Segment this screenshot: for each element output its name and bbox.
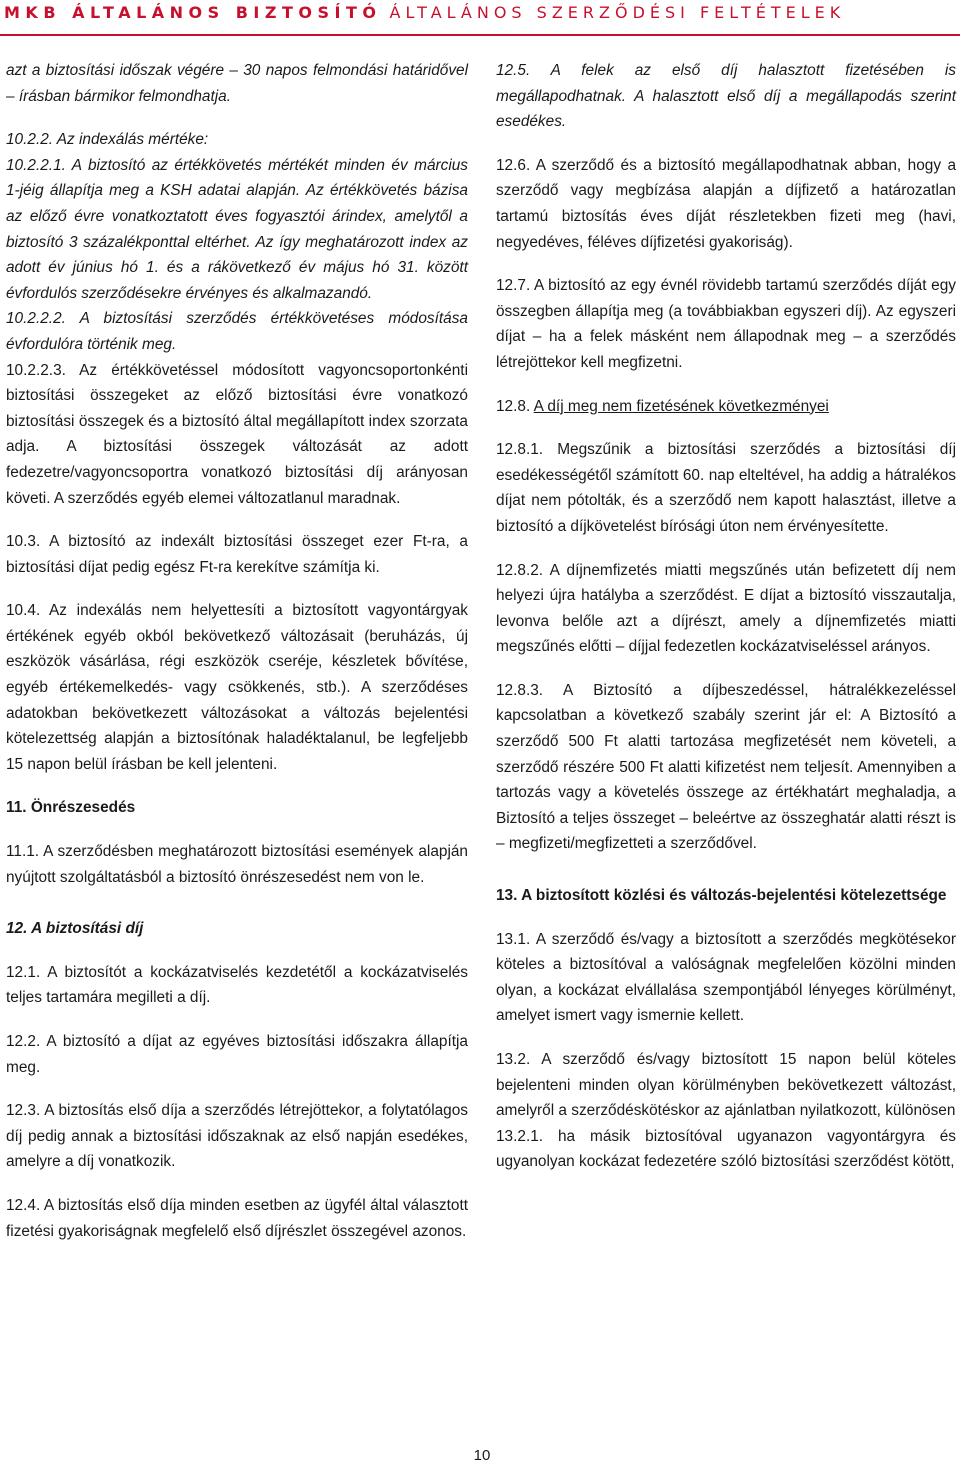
section-heading-12: 12. A biztosítási díj <box>6 920 144 938</box>
section-heading-13: 13. A biztosított közlési és változás-bejelentési kötelezettsége <box>496 887 947 905</box>
paragraph-12-4: 12.4. A biztosítás első díja minden esetben az ügyfél által választott fizetési gyakoriságnak megfelelő első díjrészlet összegével azonos. <box>6 1196 468 1240</box>
header-insurer-name: MKB ÁLTALÁNOS BIZTOSÍTÓ <box>4 3 382 22</box>
document-header <box>0 0 960 34</box>
paragraph-10-2-2-2: 10.2.2.2. A biztosítási szerződés értékkövetéses módosítása évfordulóra történik meg. <box>6 310 468 353</box>
paragraph-12-2: 12.2. A biztosító a díjat az egyéves biztosítási időszakra állapítja meg. <box>6 1033 468 1076</box>
paragraph-10-2-2: 10.2.2. Az indexálás mértéke: <box>6 131 209 149</box>
paragraph-12-8-3: 12.8.3. A Biztosító a díjbeszedéssel, hátralékkezeléssel kapcsolatban a következő szabály szerint jár el: A Biztosító a szerződő 500 Ft alatti tartozása megfizetését nem követeli, a szerződő részére 500 Ft alatti kifizetést nem teljesít. Amennyiben a tartozás vagy a követelés összege az értékhatárt meghaladja, a Biztosító a teljes összeget – beleértve az összeghatár alatti részt is – megfizeti/megfizetteti a szerződővel. <box>496 681 956 853</box>
header-document-title: ÁLTALÁNOS SZERZŐDÉSI FELTÉTELEK <box>389 3 846 22</box>
paragraph-10-4: 10.4. Az indexálás nem helyettesíti a biztosított vagyontárgyak értékének egyéb okból bekövetkező változásait (beruházás, új eszközök vásárlása, régi eszközök cseréje, készletek bővítése, egyéb értékemelkedés- vagy csökkenés, stb.). A szerződéses adatokban bekövetkezett változásokat a változás bejelentési kötelezettség alapján a biztosítónak haladéktalanul, be legfeljebb 15 napon belül írásban be kell jelenteni. <box>6 602 468 773</box>
paragraph-termination: azt a biztosítási időszak végére – 30 napos felmondási határidővel – írásban bármikor felmondhatja. <box>6 62 468 105</box>
paragraph-12-8 <box>496 394 956 420</box>
right-column <box>496 58 956 1175</box>
paragraph-13-2-1: 13.2.1. ha másik biztosítóval ugyanazon vagyontárgyra és ugyanolyan kockázat fedezetére szóló biztosítási szerződést kötött, <box>496 1127 956 1171</box>
paragraph-10-3: 10.3. A biztosító az indexált biztosítási összeget ezer Ft-ra, a biztosítási díjat pedig egész Ft-ra kerekítve számítja ki. <box>6 533 468 576</box>
header-rule <box>0 34 960 36</box>
paragraph-13-2: 13.2. A szerződő és/vagy biztosított 15 napon belül köteles bejelenteni minden olyan körülményben bekövetkezett változást, amelyről a szerződéskötéskor az ajánlatban nyilatkozott, különösen <box>496 1051 956 1120</box>
left-column <box>6 58 468 1244</box>
paragraph-12-8-title: A díj meg nem fizetésének következményei <box>533 397 829 415</box>
paragraph-12-6: 12.6. A szerződő és a biztosító megállapodhatnak abban, hogy a szerződő vagy megbízása alapján a díjfizető a határozatlan tartamú biztosítás éves díját részletekben fizeti meg (havi, negyedéves, féléves díjfizetési gyakoriság). <box>496 156 956 251</box>
paragraph-12-3: 12.3. A biztosítás első díja a szerződés létrejöttekor, a folytatólagos díj pedig annak a biztosítási időszaknak az első napján esedékes, amelyre a díj vonatkozik. <box>6 1102 468 1171</box>
paragraph-10-2-2-1: 10.2.2.1. A biztosító az értékkövetés mértékét minden év március 1-jéig állapítja meg a KSH adatai alapján. Az értékkövetés bázisa az előző évre vonatkoztatott éves fogyasztói árindex, amelytől a biztosító 3 százalékponttal eltérhet. Az így meghatározott index az adott év június hó 1. és a rákövetkező év május hó 31. között évfordulós szerződésekre érvényes és alkalmazandó. <box>6 156 468 302</box>
paragraph-12-8-number: 12.8. <box>496 397 531 415</box>
paragraph-12-8-1: 12.8.1. Megszűnik a biztosítási szerződés a biztosítási díj esedékességétől számított 60. nap elteltével, ha addig a hátralékos díjat nem pótolták, és a szerződő nem kapott halasztást, illetve a biztosító a díjkövetelést bírósági úton nem érvényesítette. <box>496 441 956 535</box>
paragraph-12-8-2: 12.8.2. A díjnemfizetés miatti megszűnés után befizetett díj nem helyezi újra hatályba a szerződést. E díjat a biztosító visszautalja, levonva belőle azt a díjrészt, amely a díjnemfizetés miatti megszűnés előtti – díjjal fedezetlen kockázatviseléssel arányos. <box>496 561 956 656</box>
paragraph-10-2-2-3: 10.2.2.3. Az értékkövetéssel módosított vagyoncsoportonkénti biztosítási összegeket az előző biztosítási évre vonatkozó biztosítási összegek és a biztosító által megállapított index szorzata adja. A biztosítási összegek változását az adott fedezetre/vagyoncsoportra vonatkozó biztosítási díj arányosan követi. A szerződés egyéb elemei változatlanul maradnak. <box>6 361 468 507</box>
page-number: 10 <box>473 1447 491 1464</box>
paragraph-13-1: 13.1. A szerződő és/vagy a biztosított a szerződés megkötésekor köteles a biztosítóval a valóságnak megfelelően közölni minden olyan, a kockázat elvállalása szempontjából lényeges körülményt, amelyet ismert vagy ismernie kellett. <box>496 930 956 1025</box>
paragraph-12-5: 12.5. A felek az első díj halasztott fizetésében is megállapodhatnak. A halasztott első díj a megállapodás szerint esedékes. <box>496 62 956 131</box>
section-heading-11: 11. Önrészesedés <box>6 799 136 817</box>
paragraph-11-1: 11.1. A szerződésben meghatározott biztosítási események alapján nyújtott szolgáltatásból a biztosító önrészesedést nem von le. <box>6 843 468 886</box>
paragraph-12-7: 12.7. A biztosító az egy évnél rövidebb tartamú szerződés díját egy összegben állapítja meg (a továbbiakban egyszeri díj). Az egyszeri díjat – ha a felek másként nem állapodnak meg – a szerződés létrejöttekor kell megfizetni. <box>496 277 956 371</box>
paragraph-12-1: 12.1. A biztosítót a kockázatviselés kezdetétől a kockázatviselés teljes tartamára megilleti a díj. <box>6 963 468 1007</box>
